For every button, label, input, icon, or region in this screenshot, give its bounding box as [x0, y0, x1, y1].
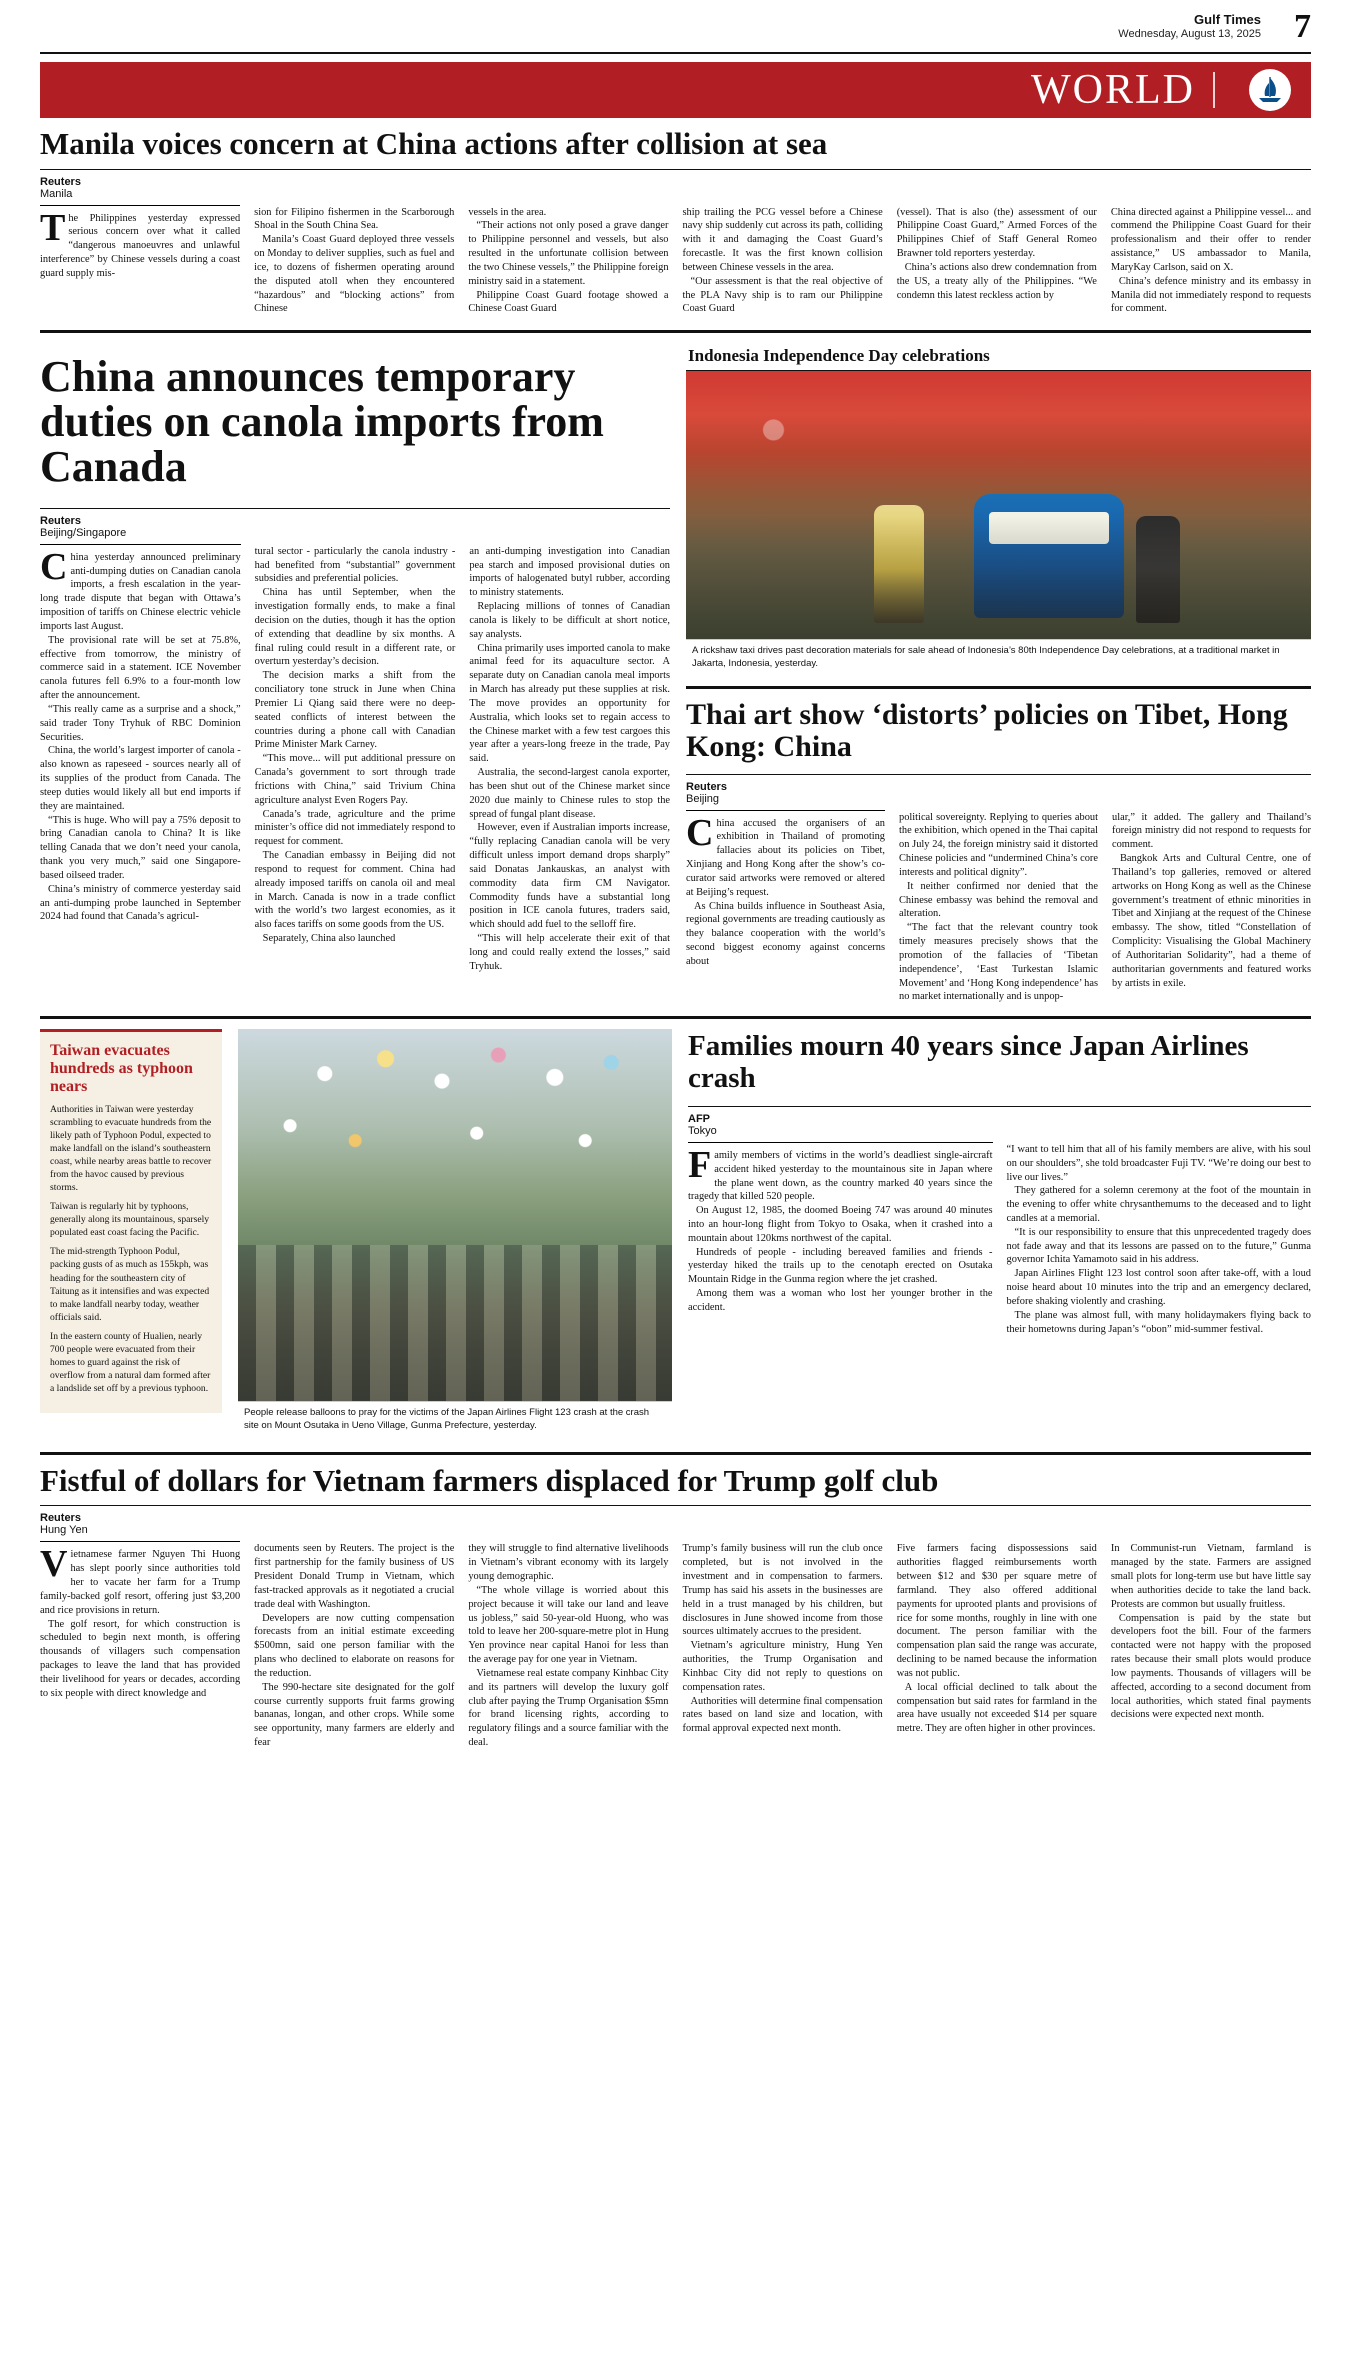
byline-dateline: Beijing/Singapore: [40, 526, 127, 539]
paragraph: “The fact that the relevant country took timely measures precisely shows that the promotion of the fallacies of ‘Tibetan independence’, ‘East Turkestan Islamic Movement’ and ‘Hong Kong independence’ has no market internationally and is unpop-: [899, 922, 1098, 1003]
paragraph: “This move... will put additional pressure on Canada’s government to sort through trade frictions with China,” said Trivium China agriculture analyst Even Rogers Pay.: [254, 753, 456, 806]
byline-source: Reuters: [40, 175, 81, 188]
paragraph: Manila’s Coast Guard deployed three vessels on Monday to deliver supplies, such as fuel and ice, to dozens of fishermen operating around the disputed atoll when they encountered “hazardous” and “blocking actions” from Chinese: [254, 234, 455, 315]
paragraph: (vessel). That is also (the) assessment of our Philippine Coast Guard,” Armed Forces of the Philippines Chief of Staff General Romeo Brawner told reporters yesterday.: [896, 206, 1097, 260]
column: [1112, 781, 1311, 1005]
paragraph: Authorities in Taiwan were yesterday scrambling to evacuate hundreds from the likely path of Typhoon Podul, expected to make landfall on the island’s southeastern coast, while nearby areas battle to recover from the havoc caused by previous storms.: [50, 1103, 212, 1194]
photo-balloons: [238, 1029, 672, 1401]
paragraph: vessels in the area.: [468, 206, 547, 218]
photo-element-person: [874, 505, 924, 623]
paragraph: Trump’s family business will run the club once completed, but is not involved in the investment and in compensation to farmers. Trump has said his assets in the businesses are held in a trust managed by his children, but disclosures in June showed income from those sources ultimately accrues to the president.: [682, 1543, 883, 1638]
paragraph: The provisional rate will be set at 75.8%, effective from tomorrow, the ministry of commerce said in a statement. ICE November canola futures fell 6.9% to a four-month low after the announcement.: [40, 634, 241, 702]
masthead: [40, 0, 1311, 118]
byline-dateline: Beijing: [686, 792, 720, 805]
paragraph: A local official declined to talk about the compensation but said rates for farmland in the area have usually not exceeded $14 per square metre. They are often higher in other provinces.: [896, 1681, 1097, 1735]
paragraph: “This will help accelerate their exit of that long and could really extend the losses,” said Tryhuk.: [469, 932, 671, 972]
column: [1007, 1113, 1312, 1337]
article-manila: [40, 128, 1311, 316]
paragraph: Developers are now cutting compensation forecasts from an initial estimate exceeding $500mn, said one person familiar with the plans who declined to elaborate on reasons for the reduction.: [254, 1612, 455, 1679]
paragraph: tural sector - particularly the canola industry - had benefited from “substantial” government subsidies and preferential policies.: [254, 545, 456, 585]
article-vietnam: [40, 1462, 1312, 1750]
paragraph: China has until September, when the investigation formally ends, to make a final decision on the duties, though it has the option of extending that deadline by six months. A final ruling could result in a different rate, or overturn yesterday’s decision.: [254, 587, 456, 668]
page-title: Manila voices concern at China actions after collision at sea: [40, 126, 828, 161]
paragraph: Five farmers facing dispossessions said authorities flagged reimbursements worth between $12 and $30 per square metre of farmland. They also offered additional payments for uprooted plants and provisions of rice for some months, roughly in line with one document. The person familiar with the compensation plan said the range was accurate, declining to be named because the information was not public.: [896, 1543, 1097, 1679]
column: [254, 1512, 454, 1749]
paragraph: The plane was almost full, with many holidaymakers flying back to their hometowns during Japan’s “obon” mid-summer festival.: [1006, 1309, 1311, 1335]
column: [683, 176, 883, 317]
article-canola-columns: [40, 515, 670, 974]
photo-element-person: [1136, 516, 1180, 623]
byline: [40, 176, 240, 200]
byline-dateline: Manila: [40, 187, 73, 200]
paragraph: Family members of victims in the world’s deadliest single-aircraft accident hiked yesterday to the mountainous site in Japan where the plane went down, as the country marked 40 years since the tragedy that killed 520 people.: [688, 1143, 993, 1203]
dhow-boat-icon: [1249, 69, 1291, 111]
paragraph: The Philippines yesterday expressed serious concern over what it called “dangerous manoeuvres and unlawful interference” by Chinese vessels during a coast guard supply mis-: [40, 206, 241, 279]
paragraph: The decision marks a shift from the conciliatory tone struck in June when China Premier Li Qiang said there were no deep-seated conflicts of interest between the countries during a phone call with Canadian Prime Minister Mark Carney.: [254, 670, 456, 751]
paragraph: Philippine Coast Guard footage showed a Chinese Coast Guard: [468, 289, 669, 315]
indonesia-photo-figure: [686, 343, 1311, 676]
article-headline: Fistful of dollars for Vietnam farmers displaced for Trump golf club: [40, 1462, 939, 1498]
paragraph: Among them was a woman who lost her younger brother in the accident.: [688, 1288, 993, 1313]
photo-indonesia: [686, 371, 1311, 639]
column: [254, 176, 454, 317]
paragraph: Replacing millions of tonnes of Canadian canola is likely to be difficult at short notice, say analysts.: [469, 601, 671, 640]
paragraph: In Communist-run Vietnam, farmland is managed by the state. Farmers are assigned small plots for long-term use but have little say when authorities decide to take the land back. Protests are common but usually fruitless.: [1110, 1543, 1312, 1610]
article-manila-columns: [40, 176, 1311, 317]
column: [688, 1113, 993, 1337]
paragraph: an anti-dumping investigation into Canadian pea starch and imposed provisional duties on imports of halogenated butyl rubber, according to ministry statements.: [469, 545, 671, 599]
article-canola-block: [40, 343, 1311, 1004]
byline: [688, 1113, 993, 1137]
column: [469, 515, 670, 974]
paragraph: China yesterday announced preliminary anti-dumping duties on Canadian canola imports, a fresh escalation in the year-long trade dispute that began with Ottawa’s imposition of tariffs on Chinese electric vehicle imports last August.: [40, 545, 241, 632]
paragraph: “I want to tell him that all of his family members are alive, with his soul on our shoulders”, she told broadcaster Fuji TV. “We’re doing our best to live our lives.”: [1006, 1143, 1311, 1183]
paragraph: ular,” it added. The gallery and Thailand’s foreign ministry did not respond to requests for comment.: [1112, 811, 1311, 851]
article-headline: China announces temporary duties on canola imports from Canada: [40, 352, 604, 491]
masthead-meta: [1118, 12, 1261, 41]
column: [1111, 176, 1311, 317]
sidebar-box: [40, 1029, 222, 1413]
photo-banner-title: Indonesia Independence Day celebrations: [686, 343, 1311, 371]
paragraph: China, the world’s largest importer of canola - also known as rapeseed - sources nearly all of its supplies of the product from Canada. The steep duties would likely all but end imports if they are maintained.: [40, 745, 241, 812]
column: [686, 781, 885, 1005]
paragraph: Canada’s trade, agriculture and the prime minister’s office did not immediately respond to request for comment.: [254, 808, 456, 848]
column: [897, 176, 1097, 317]
paragraph: The Canadian embassy in Beijing did not respond to request for comment. China had already imposed tariffs on canola oil and meal in March. Canada is now in a trade conflict with the world’s two largest economies, as it also faces tariffs on some goods from the US.: [254, 850, 456, 931]
paragraph: However, even if Australian imports increase, “fully replacing Canadian canola will be very difficult unless import demand drops sharply” said Donatas Jankauskas, an analyst with commodity data firm CM Navigator. Commodity funds have a substantial long position in ICE canola futures, traders said, which should add fuel to the selloff fire.: [469, 822, 671, 931]
column: [683, 1512, 883, 1749]
photo-element-rickshaw: [974, 494, 1124, 617]
middle-band: [40, 1029, 1311, 1438]
column: [899, 781, 1098, 1005]
column: [468, 176, 668, 317]
paragraph: The mid-strength Typhoon Podul, packing gusts of as much as 155kph, was heading for the southeastern city of Taitung as it intensifies and was expected to make landfall nearby today, weather officials said.: [50, 1246, 210, 1323]
paragraph: “Our assessment is that the real objective of the PLA Navy ship is to ram our Philippine Coast Guard: [682, 275, 883, 315]
byline-source: AFP: [688, 1112, 710, 1125]
paragraph: China’s actions also drew condemnation from the US, a treaty ally of the Philippines. “We condemn this latest reckless action by: [896, 261, 1097, 301]
column: [40, 1512, 240, 1749]
article-headline: Families mourn 40 years since Japan Airlines crash: [688, 1030, 1249, 1094]
paragraph: “It is our responsibility to ensure that this unprecedented tragedy does not fade away and that its lessons are passed on to the future,” Gunma governor Ichita Yamamoto said in his address.: [1006, 1226, 1311, 1266]
article-canola: [40, 343, 670, 1004]
byline: [40, 515, 241, 539]
paragraph: “This really came as a surprise and a shock,” said trader Tony Tryhuk of RBC Dominion Securities.: [40, 703, 241, 743]
column: [897, 1512, 1097, 1749]
paragraph: In the eastern county of Hualien, nearly 700 people were evacuated from their homes to guard against the risk of overflow from a natural dam formed after a landslide set off by a previous typhoon.: [50, 1330, 211, 1394]
section-title: WORLD: [1031, 67, 1195, 113]
sidebar-taiwan: [40, 1029, 222, 1438]
byline: [40, 1512, 240, 1536]
paragraph: Taiwan is regularly hit by typhoons, generally along its mountainous, sparsely populated east coast facing the Pacific.: [50, 1201, 210, 1239]
paragraph: sion for Filipino fishermen in the Scarborough Shoal in the South China Sea.: [254, 206, 455, 232]
column: [468, 1512, 668, 1749]
article-thai-art: [686, 699, 1311, 1004]
paragraph: China’s ministry of commerce yesterday said an anti-dumping probe launched in September 2024 had found that Canada’s agricul-: [40, 883, 241, 923]
balloons-photo-figure: [238, 1029, 672, 1438]
paragraph: As China builds influence in Southeast Asia, regional governments are treading cautiously as they balance cooperation with the world’s second biggest economy against concerns about: [686, 900, 885, 967]
column: [40, 176, 240, 317]
paragraph: documents seen by Reuters. The project is the first partnership for the family business of US President Donald Trump in Vietnam, which fast-tracked approvals as it negotiated a crucial trade deal with Washington.: [254, 1543, 455, 1610]
paragraph: they will struggle to find alternative livelihoods in Vietnam’s vibrant economy with its largely young demographic.: [468, 1543, 669, 1583]
article-jal-columns: [688, 1113, 1311, 1337]
paragraph: China directed against a Philippine vessel... and commend the Philippine Coast Guard for their professionalism and their offer to render assistance,” US ambassador to Manila, MaryKay Carlson, said on X.: [1110, 206, 1312, 273]
column: [1111, 1512, 1311, 1749]
column: [255, 515, 456, 974]
paragraph: “Their actions not only posed a grave danger to Philippine personnel and vessels, but also resulted in the unfortunate collision between the two Chinese vessels,” the Philippine foreign ministry said in a statement.: [468, 220, 669, 287]
section-banner: [40, 62, 1311, 118]
paragraph: Bangkok Arts and Cultural Centre, one of Thailand’s top galleries, removed or altered artworks on Hong Kong as well as the Chinese government’s treatment of ethnic minorities in Tibet and Xinjiang at the request of the Chinese embassy. The show, titled “Constellation of Complicity: Visualising the Global Machinery of Authoritarian Solidarity”, had a theme of authoritarian governments and featured works by artists in exile.: [1112, 853, 1311, 989]
paragraph: Separately, China also launched: [262, 932, 396, 944]
byline: [686, 781, 885, 805]
paragraph: ship trailing the PCG vessel before a Chinese navy ship suddenly cut across its path, colliding with it and damaging the Coast Guard’s forecastle. It was the first known collision between Chinese vessels in the area.: [682, 206, 883, 273]
article-headline: Thai art show ‘distorts’ policies on Tibet, Hong Kong: China: [686, 697, 1288, 764]
paragraph: “The whole village is worried about this project because it will take our land and leave us jobless,” said 50-year-old Huong, who was told to leave her 200-square-metre plot in Hung Yen province near capital Hanoi for less than the average pay for one year in Vietnam.: [468, 1584, 669, 1666]
paragraph: Hundreds of people - including bereaved families and friends - yesterday hiked the trails up to the cenotaph erected on Osutaka Mountain Ridge in the Gunma region where the jet crashed.: [688, 1246, 993, 1286]
masthead-rule: [40, 52, 1311, 54]
article-thai-columns: [686, 781, 1311, 1005]
paragraph: The golf resort, for which construction is scheduled to begin next month, is offering thousands of villagers such compensation packages to leave the land that has provided their livelihood for years or decades, according to six people with direct knowledge and: [40, 1618, 241, 1699]
photo-caption: People release balloons to pray for the victims of the Japan Airlines Flight 123 crash at the crash site on Mount Osutaka in Ueno Village, Gunma Prefecture, yesterday.: [238, 1401, 672, 1438]
paragraph: Vietnamese farmer Nguyen Thi Huong has slept poorly since authorities told her to vacate her farm for a Trump family-backed golf resort, offering just $3,200 and rice provisions in return.: [40, 1543, 241, 1616]
article-japan-airlines: [688, 1029, 1311, 1438]
paragraph: On August 12, 1985, the doomed Boeing 747 was around 40 minutes into an hour-long flight from Tokyo to Osaka, when it crashed into a mountain about 120kms northwest of the capital.: [688, 1205, 993, 1244]
paragraph: Authorities will determine final compensation rates based on land size and location, with formal approval expected next month.: [682, 1695, 883, 1735]
paragraph: It neither confirmed nor denied that the Chinese embassy was behind the removal and alteration.: [899, 880, 1098, 920]
paragraph: The 990-hectare site designated for the golf course currently supports fruit farms growing bananas, longan, and other crops. While some see opportunity, many farmers are elderly and fear: [254, 1681, 455, 1749]
publication-date: Wednesday, August 13, 2025: [1118, 27, 1261, 40]
page-number: 7: [1294, 8, 1311, 45]
byline-dateline: Hung Yen: [40, 1524, 88, 1537]
photo-caption: A rickshaw taxi drives past decoration materials for sale ahead of Indonesia’s 80th Independence Day celebrations, at a traditional market in Jakarta, Indonesia, yesterday.: [686, 639, 1311, 676]
article-vietnam-columns: [40, 1512, 1311, 1749]
paragraph: Compensation is paid by the state but developers foot the bill. Four of the farmers contacted were not happy with the proposed rates because their small plots would produce low payments. Thousands of villagers will be affected, according to a second document from local authorities, which stated final payments decisions were expected next month.: [1110, 1612, 1312, 1721]
paper-name: Gulf Times: [1194, 12, 1261, 27]
paragraph: Vietnam’s agriculture ministry, Hung Yen authorities, the Trump Organisation and Kinhbac City did not reply to questions on compensation rates.: [682, 1640, 883, 1693]
paragraph: China’s defence ministry and its embassy in Manila did not immediately respond to requests for comment.: [1110, 275, 1312, 315]
paragraph: They gathered for a solemn ceremony at the foot of the mountain in the evening to offer white chrysanthemums to the deceased and to light candles at a memorial.: [1006, 1185, 1311, 1224]
right-rail: [686, 343, 1311, 1004]
paragraph: China primarily uses imported canola to make animal feed for its aquaculture sector. A separate duty on Canadian canola meal imports in March has already put these supplies at risk. The move provides an opportunity for Australia, which looks set to regain access to the Chinese market with a few test cargoes this year after a years-long freeze in the trade, Pay said.: [469, 642, 671, 765]
paragraph: political sovereignty. Replying to queries about the exhibition, which opened in the Thai capital on July 24, the foreign ministry said it distorted Chinese policies and “undermined China’s core interests and political dignity”.: [899, 811, 1098, 878]
paragraph: Australia, the second-largest canola exporter, has been shut out of the Chinese market since 2020 due mainly to Chinese rules to stop the spread of fungal plant disease.: [469, 767, 671, 820]
paragraph: Vietnamese real estate company Kinhbac City and its partners will develop the luxury golf club after paying the Trump Organisation $5mn for brand licensing rights, according to regulatory filings and a source familiar with the deal.: [468, 1667, 669, 1749]
byline-source: Reuters: [686, 780, 727, 793]
byline-dateline: Tokyo: [688, 1124, 717, 1137]
paragraph: China accused the organisers of an exhibition in Thailand of promoting fallacies about its policies on Tibet, Xinjiang and Hong Kong after the show’s co-curator said artworks were removed or altered at Beijing’s request.: [686, 811, 885, 898]
paragraph: Japan Airlines Flight 123 lost control soon after take-off, with a loud noise heard about 10 minutes into the trip and an emergency declared, before shaking violently and crashing.: [1006, 1268, 1311, 1307]
banner-divider: [1213, 72, 1215, 108]
byline-source: Reuters: [40, 514, 81, 527]
byline-source: Reuters: [40, 1512, 81, 1525]
paragraph: “This is huge. Who will pay a 75% deposit to bring Canadian canola to China? It is like telling Canada that we don’t need your canola, thank you very much,” said one Singapore-based oilseed trader.: [40, 814, 241, 881]
sidebar-headline: Taiwan evacuates hundreds as typhoon nears: [50, 1042, 193, 1096]
column: [40, 515, 241, 974]
